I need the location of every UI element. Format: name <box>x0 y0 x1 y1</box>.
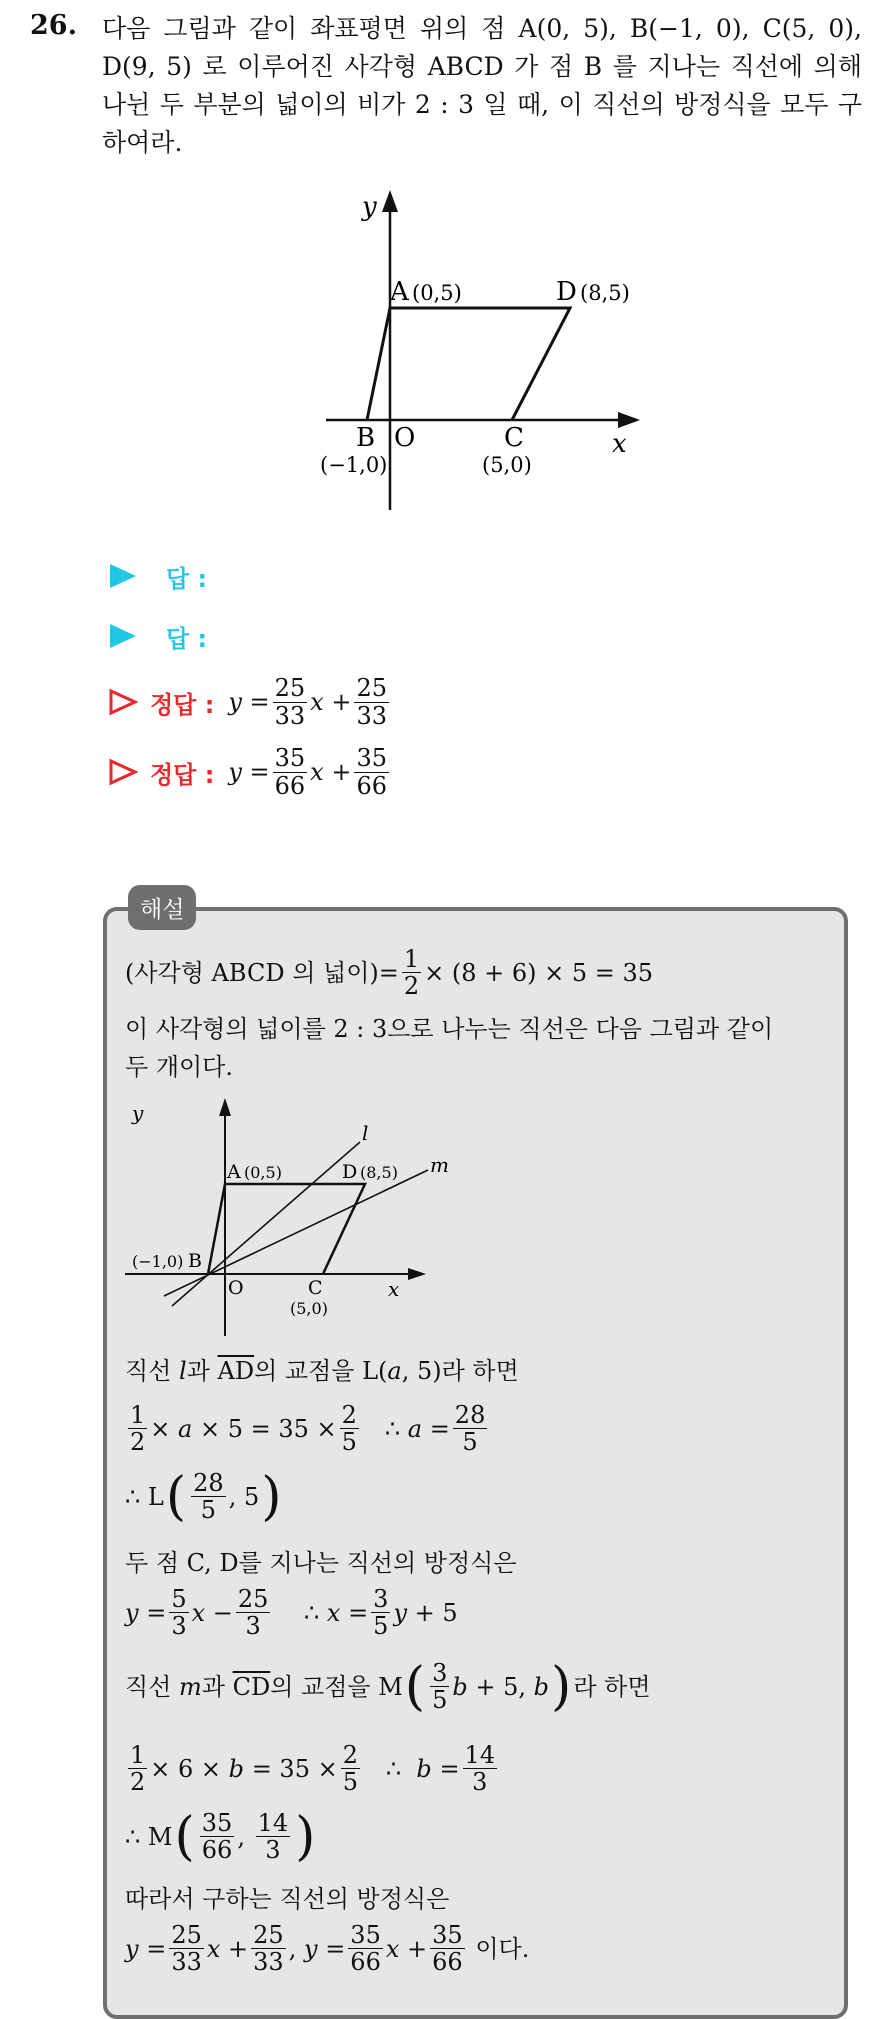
solution-point-L: ∴ L ( $\frac{28}{5}$ , 5 ) <box>125 1466 282 1527</box>
outline-triangle-icon <box>108 687 138 717</box>
fig1-label-D: D <box>556 277 577 307</box>
outline-triangle-icon <box>108 757 138 787</box>
correct-answer-label: 정답 : <box>150 760 215 789</box>
correct-answer-equation-2: y = $\frac{35}{66}$ x + $\frac{35}{66}$ <box>228 744 387 800</box>
question-number: 26. <box>30 10 77 41</box>
solution-line-m: 직선 m 과 $\overline{CD}$ 의 교점을 M ( $\frac{3}{5}$ b + 5, b ) 라 하면 <box>125 1656 651 1717</box>
fig2-label-m: m <box>430 1153 449 1177</box>
fig2-label-D: D <box>342 1161 358 1183</box>
answer-label: 답 : <box>166 564 208 593</box>
play-triangle-icon <box>108 561 138 591</box>
solution-eq-1: $\frac{1}{2}$ × a × 5 = 35 × $\frac{2}{5}$ ∴ a = $\frac{28}{5}$ <box>130 1401 486 1457</box>
question-text: 다음 그림과 같이 좌표평면 위의 점 A(0, 5), B(−1, 0), C(5, 0), D(9, 5) 로 이루어진 사각형 ABCD 가 점 B 를 지나는 직선에 의해 나뉜 두 부분의 넓이의 비가 2 : 3 일 때, 이 직선의 방정식을 모두 구하여라. <box>102 14 862 157</box>
solution-final-text: 따라서 구하는 직선의 방정식은 <box>125 1885 450 1913</box>
fig2-coord-C: (5,0) <box>290 1299 328 1318</box>
correct-answer-label: 정답 : <box>150 690 215 719</box>
fig2-y-label: y <box>132 1101 144 1125</box>
fig2-label-C: C <box>308 1277 323 1299</box>
figure-two-lines <box>120 1098 470 1348</box>
figure-coordinate-plane <box>300 190 650 520</box>
play-triangle-icon <box>108 621 138 651</box>
fig2-coord-D: (8,5) <box>360 1163 398 1182</box>
fig1-label-A: A <box>390 277 409 307</box>
fig2-label-O: O <box>228 1277 244 1299</box>
fig1-x-label: x <box>612 429 627 459</box>
fig2-label-B: B <box>188 1250 202 1272</box>
fig1-label-B: B <box>356 423 376 453</box>
correct-answer-row-2 <box>108 744 392 800</box>
fig1-y-label: y <box>362 192 377 222</box>
fig2-x-label: x <box>388 1277 400 1301</box>
solution-point-M: ∴ M ( $\frac{35}{66}$ , $\frac{14}{3}$ ) <box>125 1806 316 1867</box>
fig1-label-O: O <box>394 423 416 453</box>
solution-area-line: (사각형 ABCD 의 넓이)= $\frac{1}{2}$ × (8 + 6) × 5 = 35 <box>125 945 654 1001</box>
fig2-label-l: l <box>362 1121 369 1145</box>
solution-line-l: 직선 l 과 $\overline{AD}$ 의 교점을 L( a , 5)라 하면 <box>125 1357 519 1385</box>
fig1-coord-D: (8,5) <box>580 281 630 305</box>
solution-tag: 해설 <box>128 885 196 930</box>
fig1-coord-C: (5,0) <box>482 453 532 477</box>
fig2-coord-A: (0,5) <box>244 1163 282 1182</box>
solution-line-3: 두 개이다. <box>125 1053 233 1081</box>
fig1-coord-B: (−1,0) <box>320 453 388 477</box>
correct-answer-equation-1: y = $\frac{25}{33}$ x + $\frac{25}{33}$ <box>228 674 387 730</box>
answer-row-2 <box>108 611 207 661</box>
answer-row-1 <box>108 551 207 601</box>
solution-cd-equation: y = $\frac{5}{3}$ x − $\frac{25}{3}$ ∴ x = $\frac{3}{5}$ y + 5 <box>125 1585 458 1641</box>
fig1-coord-A: (0,5) <box>412 281 462 305</box>
fig1-label-C: C <box>504 423 524 453</box>
solution-eq-2: $\frac{1}{2}$ × 6 × b = 35 × $\frac{2}{5}$ ∴ b = $\frac{14}{3}$ <box>130 1741 496 1797</box>
solution-final-equation: y = $\frac{25}{33}$ x + $\frac{25}{33}$ , y = $\frac{35}{66}$ x + $\frac{35}{66}$ 이다. <box>125 1921 530 1977</box>
correct-answer-row-1 <box>108 674 392 730</box>
answer-label: 답 : <box>166 624 208 653</box>
solution-line-2: 이 사각형의 넓이를 2 : 3으로 나누는 직선은 다음 그림과 같이 <box>125 1015 774 1043</box>
solution-cd-text: 두 점 C, D를 지나는 직선의 방정식은 <box>125 1549 517 1577</box>
fig2-label-A: A <box>227 1161 241 1183</box>
fig2-coord-B: (−1,0) <box>132 1252 184 1271</box>
